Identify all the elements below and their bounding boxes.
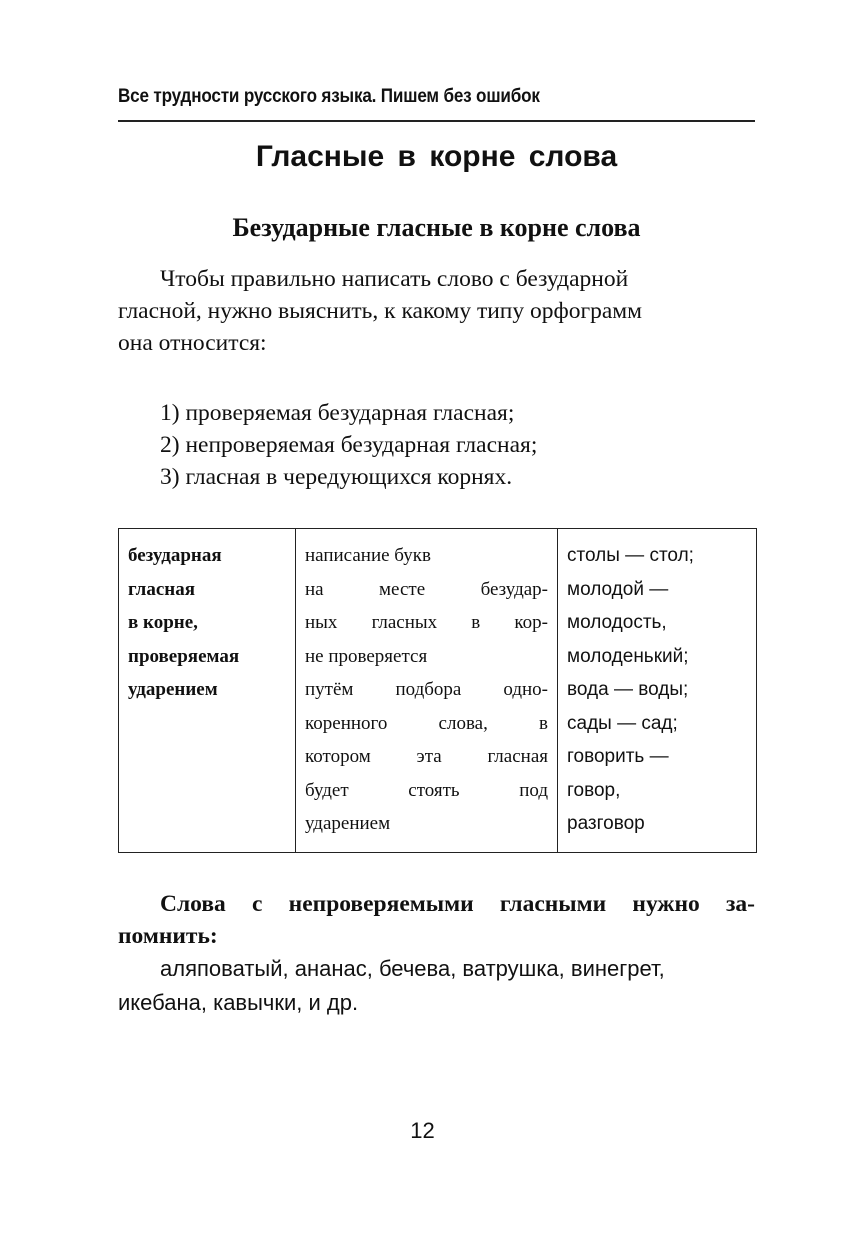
page-number: 12 bbox=[410, 1118, 435, 1143]
list-item: 2) непроверяемая безударная гласная; bbox=[160, 432, 538, 458]
example-line: разговор bbox=[567, 813, 645, 834]
intro-line: Чтобы правильно написать слово с безударной bbox=[160, 266, 629, 292]
rule-line: ных гласных в кор- bbox=[305, 612, 548, 633]
example-line: говор, bbox=[567, 779, 621, 801]
section-title: Безударные гласные в корне слова bbox=[232, 213, 641, 242]
memo-words-line: икебана, кавычки, и др. bbox=[118, 990, 359, 1015]
examples-cell bbox=[558, 529, 757, 853]
example-line: сады — сад; bbox=[567, 712, 678, 734]
term-line: безударная bbox=[128, 545, 222, 566]
rule-line: котором эта гласная bbox=[305, 746, 548, 767]
example-line: молоденький; bbox=[567, 645, 689, 667]
intro-paragraph bbox=[118, 263, 755, 359]
rule-line: коренного слова, в bbox=[305, 712, 548, 734]
rule-line: написание букв bbox=[305, 545, 431, 566]
memo-heading-line: Слова с непроверяемыми гласными нужно за- bbox=[160, 891, 755, 917]
term-line: проверяемая bbox=[128, 645, 240, 667]
intro-line: гласной, нужно выяснить, к какому типу орфограмм bbox=[118, 298, 643, 324]
chapter-title: Гласные в корне слова bbox=[255, 140, 618, 173]
table-row bbox=[119, 529, 757, 853]
memo-words-line: аляповатый, ананас, бечева, ватрушка, винегрет, bbox=[160, 956, 665, 981]
example-line: молодость, bbox=[567, 612, 667, 633]
rule-line: будет стоять под bbox=[305, 779, 548, 801]
memo-heading-line: помнить: bbox=[118, 923, 218, 949]
rule-line: ударением bbox=[305, 813, 391, 834]
term-line: в корне, bbox=[128, 612, 198, 633]
example-line: столы — стол; bbox=[567, 545, 694, 566]
list-item: 3) гласная в чередующихся корнях. bbox=[160, 464, 513, 490]
header-rule bbox=[118, 120, 755, 122]
term-cell bbox=[119, 529, 296, 853]
rule-line: на месте безудар- bbox=[305, 578, 548, 600]
intro-line: она относится: bbox=[118, 330, 267, 356]
list-item: 1) проверяемая безударная гласная; bbox=[160, 400, 515, 426]
rule-table bbox=[118, 528, 757, 853]
example-line: вода — воды; bbox=[567, 679, 689, 700]
rule-cell bbox=[296, 529, 558, 853]
memo-paragraph bbox=[118, 888, 755, 1020]
example-line: говорить — bbox=[567, 746, 669, 767]
orthogram-type-list bbox=[160, 397, 755, 493]
term-line: гласная bbox=[128, 578, 195, 600]
example-line: молодой — bbox=[567, 578, 669, 600]
running-header: Все трудности русского языка. Пишем без ошибок bbox=[118, 86, 540, 107]
rule-line: не проверяется bbox=[305, 645, 428, 667]
term-line: ударением bbox=[128, 679, 218, 700]
rule-line: путём подбора одно- bbox=[305, 679, 548, 700]
